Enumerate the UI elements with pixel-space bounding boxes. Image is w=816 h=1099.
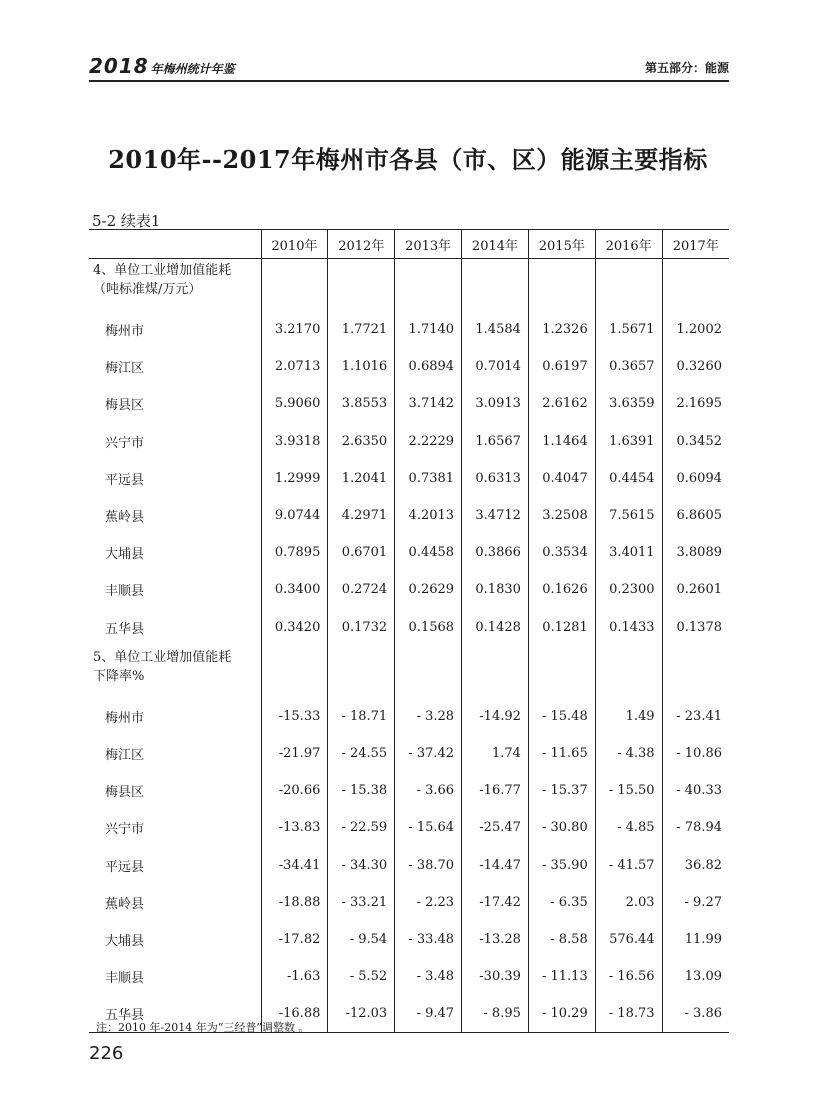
header-label-cell: [89, 230, 261, 259]
column-header: 2014年: [462, 230, 529, 259]
value-cell: 0.6197: [528, 348, 595, 385]
value-cell: 0.3420: [261, 609, 328, 646]
value-cell: - 4.38: [595, 735, 662, 772]
table-row: [89, 311, 729, 348]
value-cell: 3.2170: [261, 311, 328, 348]
yearbook-brand: [89, 54, 235, 78]
value-cell: -20.66: [261, 772, 328, 809]
value-cell: 0.7014: [462, 348, 529, 385]
value-cell: - 4.85: [595, 809, 662, 846]
value-cell: 3.0913: [462, 385, 529, 422]
group-title-line1: 5、单位工业增加值能耗: [93, 649, 232, 665]
value-cell: -1.63: [261, 958, 328, 995]
group-title: [89, 259, 261, 312]
value-cell: 3.8553: [328, 385, 395, 422]
empty-cell: [462, 259, 529, 312]
value-cell: - 3.66: [395, 772, 462, 809]
region-name: 大埔县: [105, 547, 145, 563]
region-name: 梅州市: [105, 710, 145, 726]
value-cell: - 16.56: [595, 958, 662, 995]
value-cell: - 15.37: [528, 772, 595, 809]
value-cell: 0.3866: [462, 534, 529, 571]
value-cell: - 11.65: [528, 735, 595, 772]
table-row: [89, 809, 729, 846]
value-cell: - 15.48: [528, 698, 595, 735]
value-cell: - 5.52: [328, 958, 395, 995]
column-header: 2015年: [528, 230, 595, 259]
table-row: [89, 534, 729, 571]
value-cell: 1.4584: [462, 311, 529, 348]
empty-cell: [595, 646, 662, 698]
value-cell: - 15.50: [595, 772, 662, 809]
value-cell: - 38.70: [395, 846, 462, 883]
region-name: 梅江区: [105, 747, 145, 763]
value-cell: 0.3260: [662, 348, 729, 385]
value-cell: 1.1016: [328, 348, 395, 385]
value-cell: 0.7895: [261, 534, 328, 571]
value-cell: 2.0713: [261, 348, 328, 385]
value-cell: - 18.71: [328, 698, 395, 735]
value-cell: 3.2508: [528, 497, 595, 534]
table-body: [89, 259, 729, 1033]
value-cell: 9.0744: [261, 497, 328, 534]
region-name: 五华县: [89, 995, 261, 1033]
empty-cell: [261, 259, 328, 312]
value-cell: 0.3657: [595, 348, 662, 385]
column-header: 2013年: [395, 230, 462, 259]
value-cell: -16.88: [261, 995, 328, 1033]
region-name: 大埔县: [105, 933, 145, 949]
empty-cell: [395, 259, 462, 312]
table-row: [89, 884, 729, 921]
value-cell: 6.8605: [662, 497, 729, 534]
value-cell: -12.03: [328, 995, 395, 1033]
brand-name: 年梅州统计年鉴: [150, 62, 235, 76]
value-cell: 4.2971: [328, 497, 395, 534]
table-subtitle: 5-2 续表1: [92, 212, 161, 230]
table-group-header: [89, 259, 729, 312]
empty-cell: [528, 646, 595, 698]
value-cell: 1.2999: [261, 460, 328, 497]
table-row: [89, 385, 729, 422]
empty-cell: [662, 646, 729, 698]
running-header: [89, 52, 729, 82]
value-cell: - 8.95: [462, 995, 529, 1033]
value-cell: 2.2229: [395, 423, 462, 460]
region-name: 丰顺县: [105, 971, 145, 987]
value-cell: -34.41: [261, 846, 328, 883]
value-cell: - 9.27: [662, 884, 729, 921]
value-cell: 1.2041: [328, 460, 395, 497]
value-cell: 0.6313: [462, 460, 529, 497]
empty-cell: [662, 259, 729, 312]
value-cell: 1.74: [462, 735, 529, 772]
region-name: 梅县区: [105, 785, 145, 801]
value-cell: - 22.59: [328, 809, 395, 846]
value-cell: - 33.21: [328, 884, 395, 921]
value-cell: - 3.28: [395, 698, 462, 735]
value-cell: 3.7142: [395, 385, 462, 422]
value-cell: - 40.33: [662, 772, 729, 809]
group-title-line2: （吨标准煤/万元）: [93, 282, 202, 297]
value-cell: 4.2013: [395, 497, 462, 534]
region-name: 蕉岭县: [105, 896, 145, 912]
value-cell: - 10.29: [528, 995, 595, 1033]
empty-cell: [395, 646, 462, 698]
region-name: 梅州市: [105, 324, 145, 340]
column-header: 2012年: [328, 230, 395, 259]
value-cell: 0.6094: [662, 460, 729, 497]
energy-indicator-table: [89, 229, 729, 1033]
group-title-line2: 下降率%: [93, 668, 145, 684]
value-cell: - 78.94: [662, 809, 729, 846]
region-name: 平远县: [105, 859, 145, 875]
value-cell: - 34.30: [328, 846, 395, 883]
table-row: [89, 846, 729, 883]
column-header: 2016年: [595, 230, 662, 259]
value-cell: 0.1626: [528, 571, 595, 608]
value-cell: 576.44: [595, 921, 662, 958]
table-header-row: [89, 230, 729, 259]
table-row: [89, 772, 729, 809]
value-cell: 1.2002: [662, 311, 729, 348]
value-cell: -15.33: [261, 698, 328, 735]
table-row: [89, 921, 729, 958]
value-cell: 2.1695: [662, 385, 729, 422]
value-cell: - 24.55: [328, 735, 395, 772]
value-cell: 0.3452: [662, 423, 729, 460]
value-cell: 0.1732: [328, 609, 395, 646]
value-cell: 3.6359: [595, 385, 662, 422]
value-cell: -14.92: [462, 698, 529, 735]
value-cell: 0.3400: [261, 571, 328, 608]
table-footnote: 注：2010 年-2014 年为“三经普”调整数 。: [96, 1021, 310, 1034]
value-cell: - 37.42: [395, 735, 462, 772]
column-header: 2010年: [261, 230, 328, 259]
value-cell: 1.2326: [528, 311, 595, 348]
group-title: [89, 646, 261, 698]
value-cell: -25.47: [462, 809, 529, 846]
value-cell: 0.4458: [395, 534, 462, 571]
value-cell: 0.2601: [662, 571, 729, 608]
value-cell: -13.28: [462, 921, 529, 958]
value-cell: 0.6701: [328, 534, 395, 571]
value-cell: 5.9060: [261, 385, 328, 422]
empty-cell: [528, 259, 595, 312]
table-row: [89, 348, 729, 385]
region-name: 丰顺县: [105, 584, 145, 600]
value-cell: -21.97: [261, 735, 328, 772]
empty-cell: [462, 646, 529, 698]
empty-cell: [328, 259, 395, 312]
value-cell: 2.03: [595, 884, 662, 921]
value-cell: - 15.38: [328, 772, 395, 809]
empty-cell: [261, 646, 328, 698]
value-cell: 0.4047: [528, 460, 595, 497]
value-cell: 0.1568: [395, 609, 462, 646]
value-cell: 36.82: [662, 846, 729, 883]
value-cell: 0.4454: [595, 460, 662, 497]
value-cell: 0.1428: [462, 609, 529, 646]
table-row: [89, 735, 729, 772]
page-title: 2010年--2017年梅州市各县（市、区）能源主要指标: [108, 145, 708, 174]
value-cell: 0.1378: [662, 609, 729, 646]
table-row: [89, 698, 729, 735]
value-cell: - 35.90: [528, 846, 595, 883]
value-cell: 1.7721: [328, 311, 395, 348]
value-cell: 0.1830: [462, 571, 529, 608]
value-cell: 1.6391: [595, 423, 662, 460]
value-cell: 0.2724: [328, 571, 395, 608]
value-cell: - 9.47: [395, 995, 462, 1033]
value-cell: - 33.48: [395, 921, 462, 958]
table-row: [89, 423, 729, 460]
value-cell: 3.4712: [462, 497, 529, 534]
value-cell: 0.3534: [528, 534, 595, 571]
group-title-line1: 4、单位工业增加值能耗: [93, 263, 232, 278]
region-name: 梅县区: [105, 398, 145, 414]
value-cell: 2.6350: [328, 423, 395, 460]
value-cell: 3.8089: [662, 534, 729, 571]
table-row: [89, 609, 729, 646]
value-cell: 11.99: [662, 921, 729, 958]
value-cell: - 41.57: [595, 846, 662, 883]
value-cell: 7.5615: [595, 497, 662, 534]
value-cell: 0.2300: [595, 571, 662, 608]
region-name: 蕉岭县: [105, 510, 145, 526]
table-row: [89, 571, 729, 608]
value-cell: 0.2629: [395, 571, 462, 608]
value-cell: 3.4011: [595, 534, 662, 571]
value-cell: 1.6567: [462, 423, 529, 460]
value-cell: 13.09: [662, 958, 729, 995]
region-name: 平远县: [105, 472, 145, 488]
value-cell: -30.39: [462, 958, 529, 995]
column-header: 2017年: [662, 230, 729, 259]
value-cell: 0.7381: [395, 460, 462, 497]
region-name: 梅江区: [105, 361, 145, 377]
value-cell: - 2.23: [395, 884, 462, 921]
value-cell: - 10.86: [662, 735, 729, 772]
value-cell: - 8.58: [528, 921, 595, 958]
table-row: [89, 958, 729, 995]
page-number: 226: [89, 1043, 124, 1064]
energy-table-container: [89, 229, 729, 1033]
brand-year: 2018: [89, 54, 149, 78]
value-cell: -16.77: [462, 772, 529, 809]
value-cell: -14.47: [462, 846, 529, 883]
value-cell: 1.49: [595, 698, 662, 735]
value-cell: - 23.41: [662, 698, 729, 735]
value-cell: -17.42: [462, 884, 529, 921]
value-cell: - 6.35: [528, 884, 595, 921]
value-cell: -17.82: [261, 921, 328, 958]
value-cell: - 18.73: [595, 995, 662, 1033]
value-cell: 1.1464: [528, 423, 595, 460]
value-cell: 0.6894: [395, 348, 462, 385]
table-row: [89, 460, 729, 497]
value-cell: - 9.54: [328, 921, 395, 958]
value-cell: - 3.86: [662, 995, 729, 1033]
value-cell: 1.5671: [595, 311, 662, 348]
value-cell: 1.7140: [395, 311, 462, 348]
region-name: 五华县: [105, 621, 145, 637]
value-cell: - 15.64: [395, 809, 462, 846]
section-label: 第五部分：能源: [644, 61, 729, 75]
table-group-header: [89, 646, 729, 698]
empty-cell: [328, 646, 395, 698]
value-cell: 2.6162: [528, 385, 595, 422]
value-cell: - 30.80: [528, 809, 595, 846]
region-name: 兴宁市: [105, 435, 145, 451]
value-cell: 0.1433: [595, 609, 662, 646]
table-row: [89, 497, 729, 534]
value-cell: 3.9318: [261, 423, 328, 460]
value-cell: - 3.48: [395, 958, 462, 995]
value-cell: 0.1281: [528, 609, 595, 646]
region-name: 兴宁市: [105, 822, 145, 838]
value-cell: - 11.13: [528, 958, 595, 995]
value-cell: -13.83: [261, 809, 328, 846]
empty-cell: [595, 259, 662, 312]
value-cell: -18.88: [261, 884, 328, 921]
